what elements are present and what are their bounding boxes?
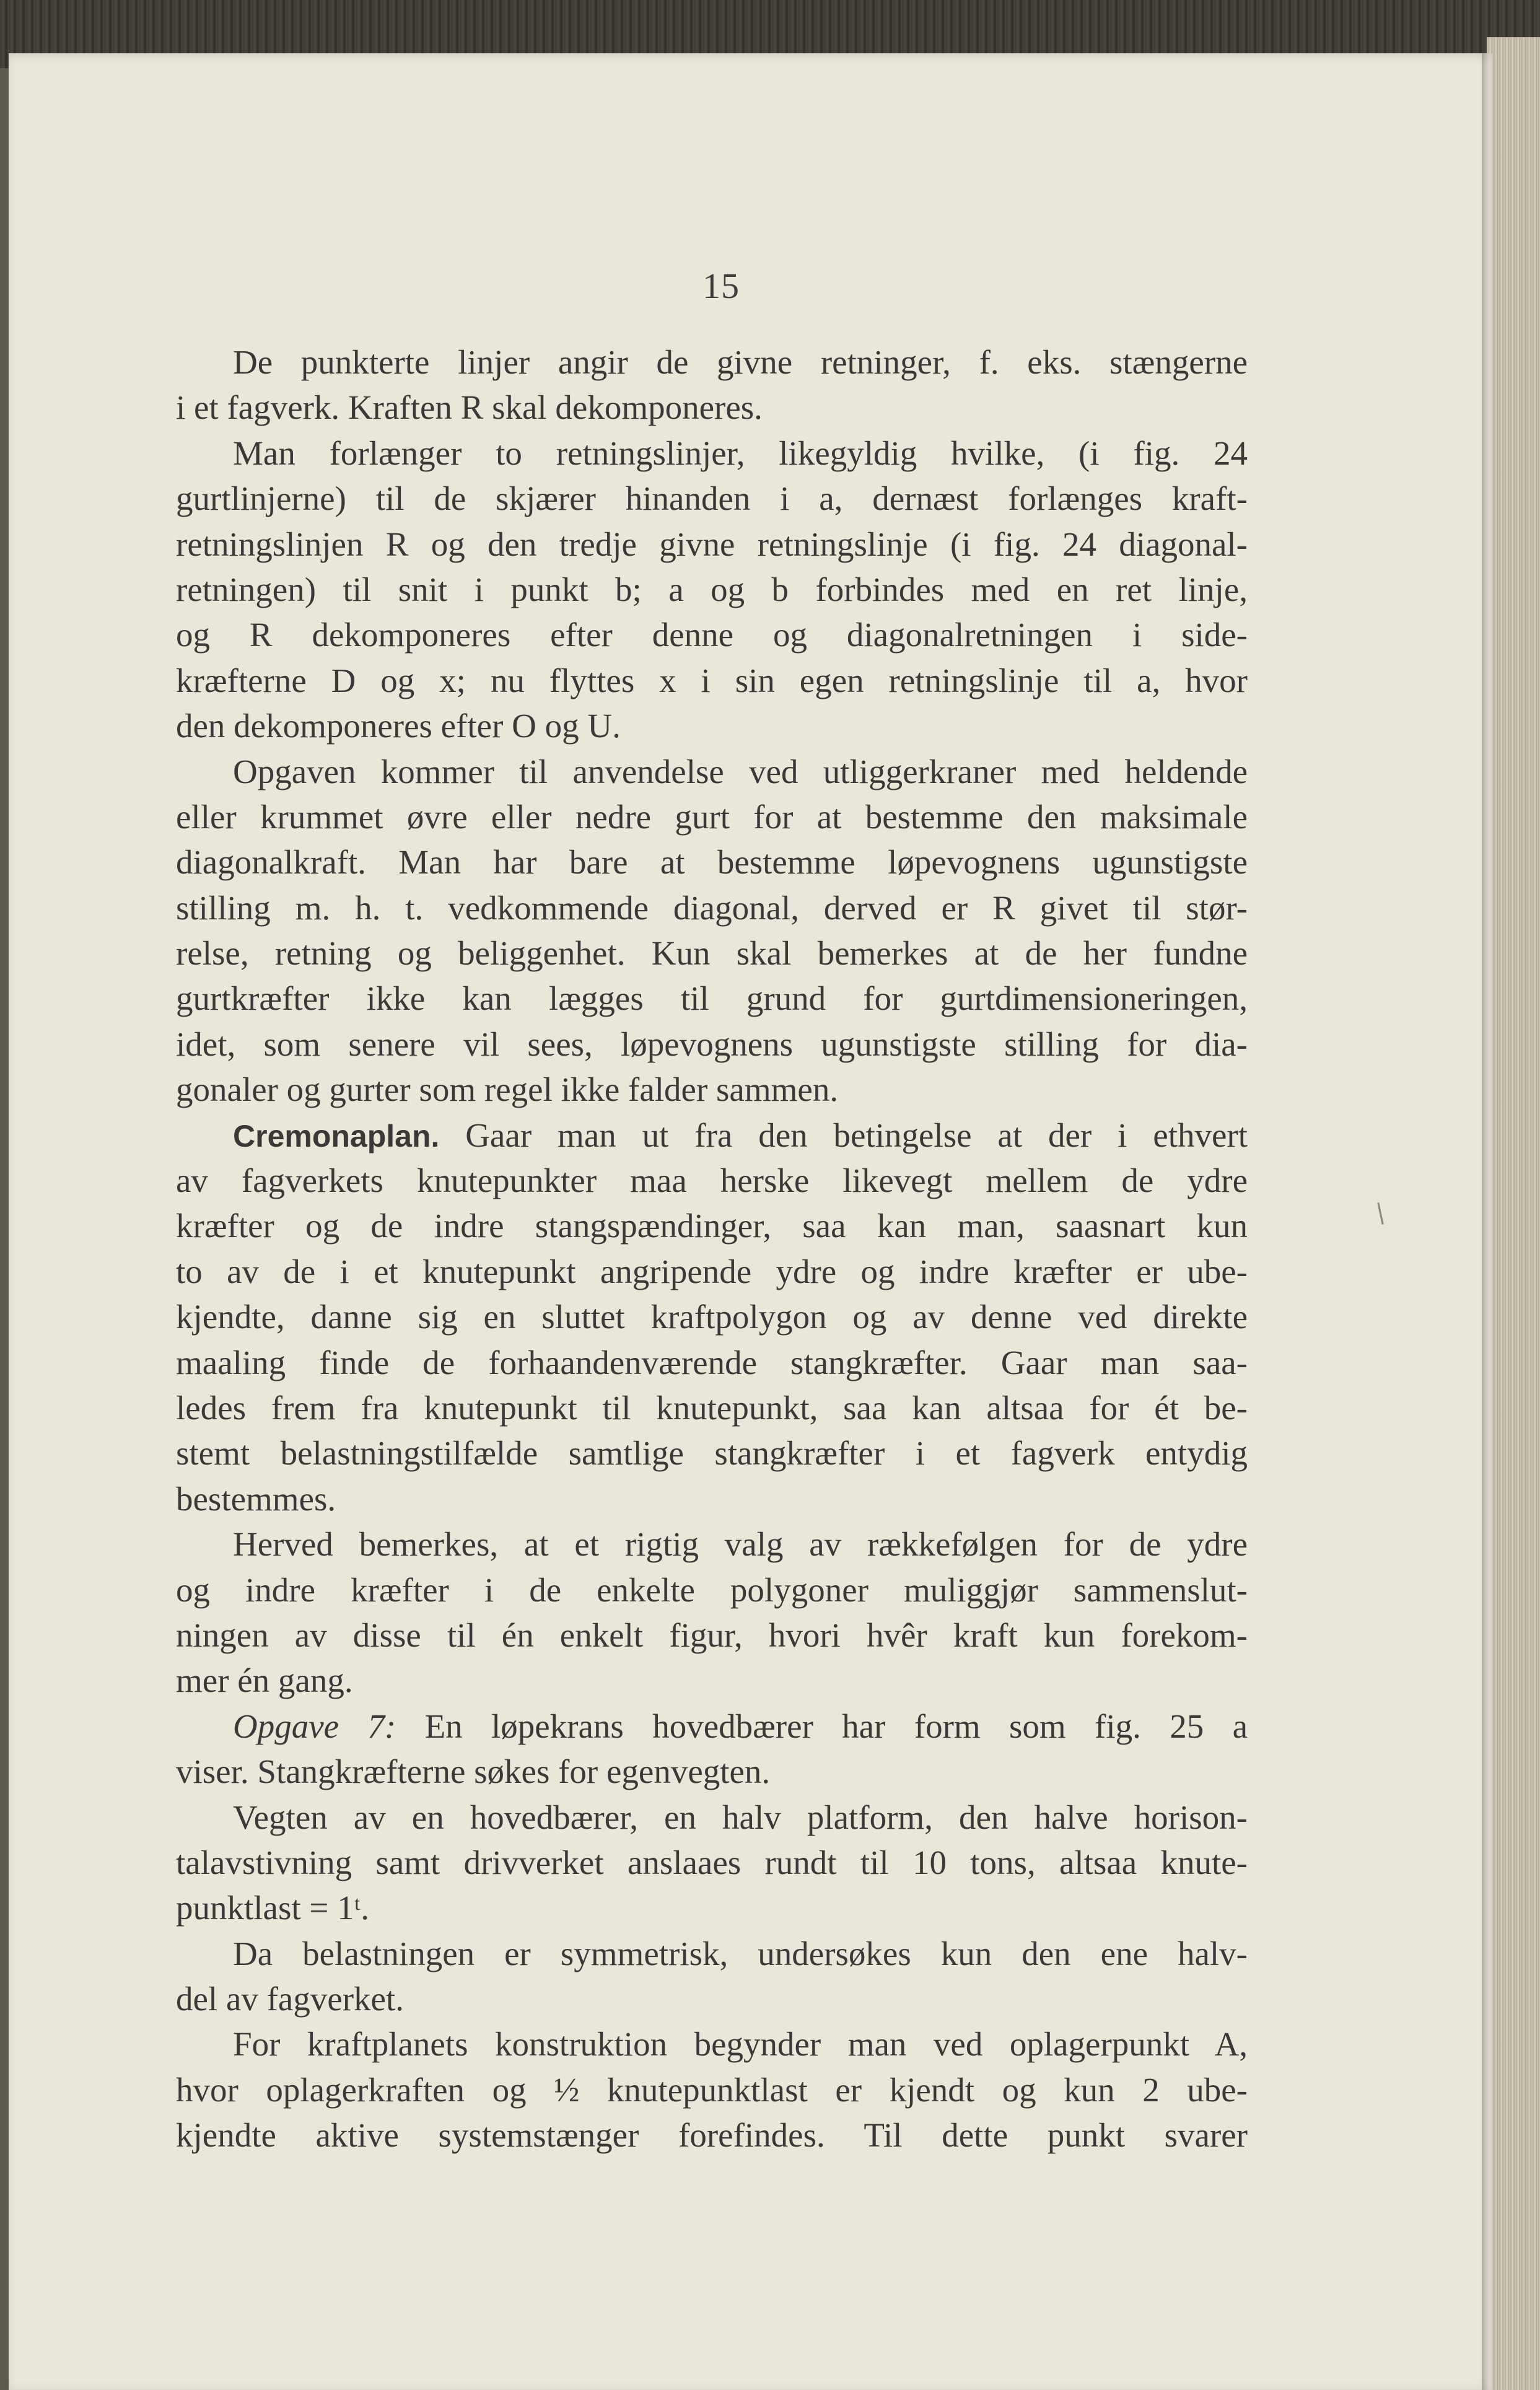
line-text: stemt belastningstilfælde samtlige stangkræfter i et fagverk entydig: [176, 1434, 1248, 1473]
line-text: De punkterte linjer angir de givne retninger, f. eks. stængerne: [233, 343, 1248, 381]
line-text: Da belastningen er symmetrisk, undersøkes kun den ene halv-: [233, 1934, 1248, 1972]
line-text: diagonalkraft. Man har bare at bestemme løpevognens ugunstigste: [176, 843, 1248, 882]
text-line: [176, 658, 1248, 703]
text-line: [176, 1795, 1248, 1840]
text-line: [176, 1430, 1248, 1476]
text-line: [176, 1476, 1248, 1521]
text-line: [176, 1521, 1248, 1567]
line-text: ningen av disse til én enkelt figur, hvori hvêr kraft kun forekom-: [176, 1616, 1248, 1654]
text-line: [176, 839, 1248, 885]
line-text: gurtkræfter ikke kan lægges til grund for gurtdimensioneringen,: [176, 979, 1248, 1018]
text-line: [176, 1203, 1248, 1248]
line-text: stilling m. h. t. vedkommende diagonal, derved er R givet til stør-: [176, 888, 1248, 927]
text-line: [176, 703, 1248, 748]
line-text: Vegten av en hovedbærer, en halv platform, den halve horison-: [233, 1798, 1248, 1836]
line-text: punktlast = 1ᵗ.: [176, 1889, 369, 1927]
text-line: [176, 1567, 1248, 1613]
text-line: [176, 1976, 1248, 2021]
text-line: [176, 1749, 1248, 1794]
line-text: retningslinjen R og den tredje givne retningslinje (i fig. 24 diagonal-: [176, 525, 1248, 563]
text-line: [176, 1704, 1248, 1749]
line-text: bestemmes.: [176, 1479, 336, 1518]
line-text: Man forlænger to retningslinjer, likegyldig hvilke, (i fig. 24: [233, 434, 1248, 472]
text-line: [176, 476, 1248, 521]
line-text: For kraftplanets konstruktion begynder man ved oplagerpunkt A,: [233, 2025, 1248, 2064]
line-text: gurtlinjerne) til de skjærer hinanden i a, dernæst forlænges kraft-: [176, 479, 1248, 518]
line-text: viser. Stangkræfterne søkes for egenvegten.: [176, 1753, 771, 1791]
line-text: relse, retning og beliggenhet. Kun skal bemerkes at de her fundne: [176, 934, 1248, 973]
line-text: og R dekomponeres efter denne og diagonalretningen i side-: [176, 616, 1248, 654]
line-text: av fagverkets knutepunkter maa herske likevegt mellem de ydre: [176, 1162, 1248, 1200]
line-text: Opgaven kommer til anvendelse ved utliggerkraner med heldende: [233, 752, 1248, 790]
page-edges: [1487, 37, 1540, 2390]
page-number: 15: [702, 266, 740, 306]
line-text: eller krummet øvre eller nedre gurt for at bestemme den maksimale: [176, 797, 1248, 836]
section-heading: Cremonaplan.: [233, 1118, 440, 1153]
page-edge-shadow: [1482, 53, 1489, 2390]
line-text: den dekomponeres efter O og U.: [176, 707, 621, 745]
line-text: Herved bemerkes, at et rigtig valg av rækkefølgen for de ydre: [233, 1525, 1248, 1564]
text-line: [176, 339, 1248, 385]
exercise-label: Opgave 7:: [233, 1707, 396, 1745]
text-line: [176, 522, 1248, 567]
line-text: talavstivning samt drivverket anslaaes rundt til 10 tons, altsaa knute-: [176, 1843, 1248, 1881]
line-text: del av fagverket.: [176, 1980, 405, 2018]
text-line: [176, 2067, 1248, 2112]
line-text: kjendte, danne sig en sluttet kraftpolygon og av denne ved direkte: [176, 1298, 1248, 1336]
text-line: [176, 1340, 1248, 1385]
text-line: [176, 1022, 1248, 1067]
line-text: hvor oplagerkraften og ½ knutepunktlast er kjendt og kun 2 ube-: [176, 2070, 1248, 2109]
text-line: [176, 1158, 1248, 1203]
text-line: [176, 612, 1248, 657]
line-text: idet, som senere vil sees, løpevognens ugunstigste stilling for dia-: [176, 1025, 1248, 1063]
line-text: i et fagverk. Kraften R skal dekomponeres.: [176, 388, 763, 427]
text-line: [176, 1294, 1248, 1339]
line-text: En løpekrans hovedbærer har form som fig. 25 a: [396, 1707, 1248, 1745]
text-line: [176, 1249, 1248, 1294]
line-text: gonaler og gurter som regel ikke falder sammen.: [176, 1070, 839, 1109]
line-text: kræfter og de indre stangspændinger, saa kan man, saasnart kun: [176, 1207, 1248, 1245]
text-line: [176, 1885, 1248, 1930]
text-line: [176, 885, 1248, 930]
text-line: [176, 2112, 1248, 2158]
text-line: [176, 1385, 1248, 1430]
text-line: [176, 2021, 1248, 2067]
text-line: [176, 794, 1248, 839]
text-line: [176, 385, 1248, 430]
line-text: mer én gang.: [176, 1661, 353, 1700]
line-text: kræfterne D og x; nu flyttes x i sin egen retningslinje til a, hvor: [176, 661, 1248, 699]
text-line: [176, 567, 1248, 612]
line-text: Gaar man ut fra den betingelse at der i ethvert: [439, 1116, 1248, 1154]
body-text: [176, 339, 1248, 2158]
line-text: kjendte aktive systemstænger forefindes. Til dette punkt svarer: [176, 2116, 1248, 2155]
text-line: [176, 976, 1248, 1021]
line-text: maaling finde de forhaandenværende stangkræfter. Gaar man saa-: [176, 1343, 1248, 1381]
line-text: to av de i et knutepunkt angripende ydre og indre kræfter er ube-: [176, 1252, 1248, 1290]
text-line: [176, 749, 1248, 794]
line-text: og indre kræfter i de enkelte polygoner muliggjør sammenslut-: [176, 1570, 1248, 1609]
text-line: [176, 1613, 1248, 1658]
text-line: [176, 1113, 1248, 1158]
pencil-mark: [1377, 1202, 1383, 1225]
line-text: retningen) til snit i punkt b; a og b forbindes med en ret linje,: [176, 570, 1248, 608]
text-line: [176, 930, 1248, 976]
line-text: ledes frem fra knutepunkt til knutepunkt, saa kan altsaa for ét be-: [176, 1388, 1248, 1427]
text-line: [176, 1931, 1248, 1976]
text-line: [176, 1658, 1248, 1703]
book-page: [9, 53, 1492, 2390]
text-line: [176, 1067, 1248, 1112]
text-line: [176, 431, 1248, 476]
text-line: [176, 1840, 1248, 1885]
